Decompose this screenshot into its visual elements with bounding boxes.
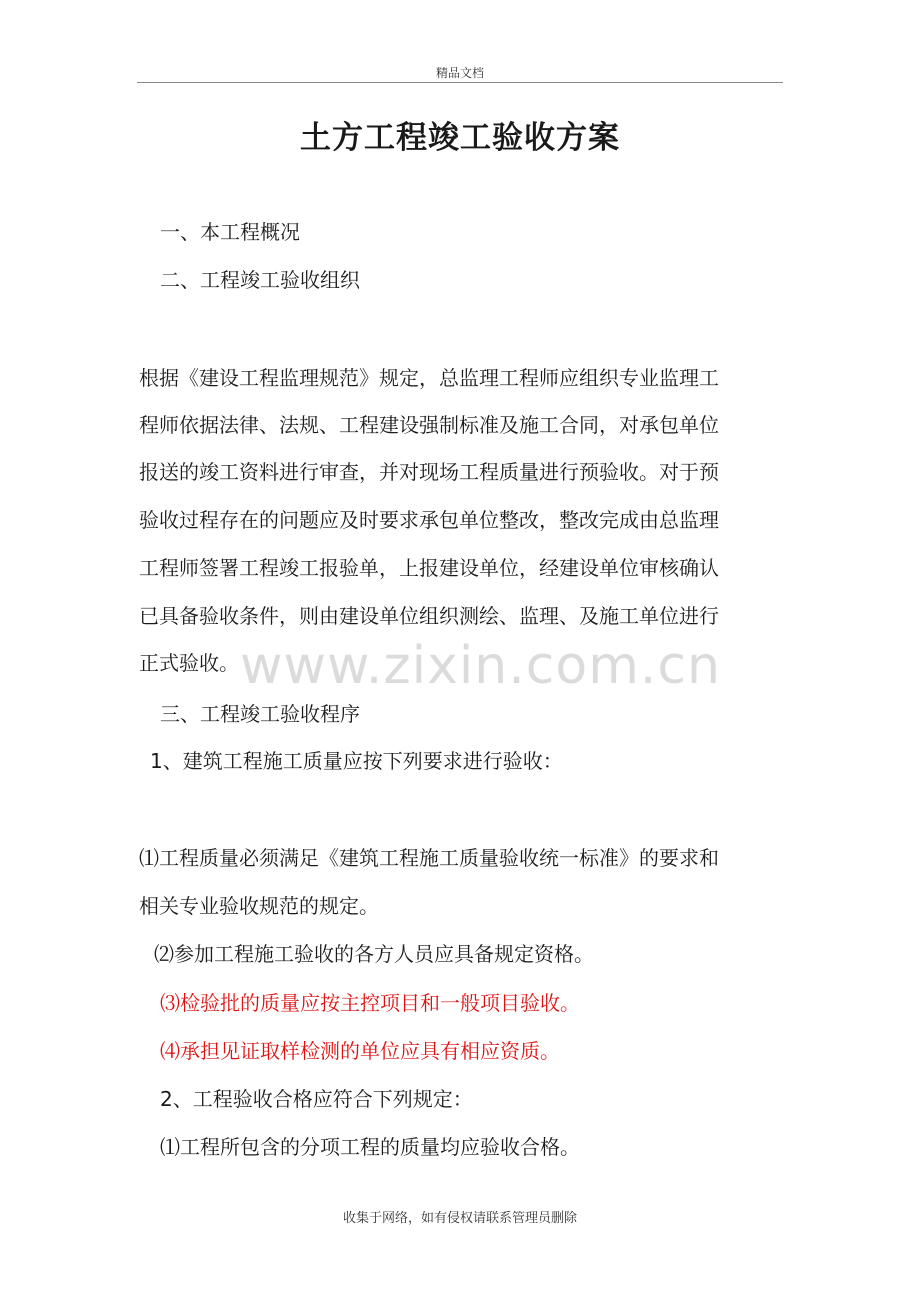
header-divider (137, 82, 783, 83)
list-item: ⑵参加工程施工验收的各方人员应具备规定资格。 (154, 942, 594, 966)
subsection-heading-1: 1、建筑工程施工质量应按下列要求进行验收： (150, 749, 563, 773)
list-item-continuation: 相关专业验收规范的规定。 (139, 894, 379, 918)
list-item-highlighted: ⑷承担见证取样检测的单位应具有相应资质。 (160, 1039, 560, 1063)
paragraph-line: 程师依据法律、法规、工程建设强制标准及施工合同，对承包单位 (139, 413, 719, 437)
paragraph-line: 报送的竣工资料进行审查，并对现场工程质量进行预验收。对于预 (139, 460, 719, 484)
list-item: ⑴工程所包含的分项工程的质量均应验收合格。 (160, 1135, 580, 1159)
paragraph-line: 根据《建设工程监理规范》规定，总监理工程师应组织专业监理工 (139, 366, 719, 390)
list-item: ⑴工程质量必须满足《建筑工程施工质量验收统一标准》的要求和 (139, 846, 719, 870)
page-footer: 收集于网络，如有侵权请联系管理员删除 (342, 1211, 577, 1226)
subsection-heading-2: 2、工程验收合格应符合下列规定： (160, 1087, 473, 1111)
page-header: 精品文档 (435, 66, 484, 80)
paragraph-line: 正式验收。 (139, 651, 239, 675)
section-heading-2: 二、工程竣工验收组织 (160, 268, 360, 292)
list-item-highlighted: ⑶检验批的质量应按主控项目和一般项目验收。 (160, 991, 580, 1015)
paragraph-line: 工程师签署工程竣工报验单，上报建设单位，经建设单位审核确认 (139, 556, 719, 580)
section-heading-3: 三、工程竣工验收程序 (160, 702, 360, 726)
paragraph-line: 验收过程存在的问题应及时要求承包单位整改，整改完成由总监理 (139, 508, 719, 532)
paragraph-line: 已具备验收条件，则由建设单位组织测绘、监理、及施工单位进行 (139, 604, 719, 628)
document-title: 土方工程竣工验收方案 (300, 120, 620, 156)
watermark: www.zixin.com.cn (240, 636, 721, 696)
section-heading-1: 一、本工程概况 (160, 220, 300, 244)
